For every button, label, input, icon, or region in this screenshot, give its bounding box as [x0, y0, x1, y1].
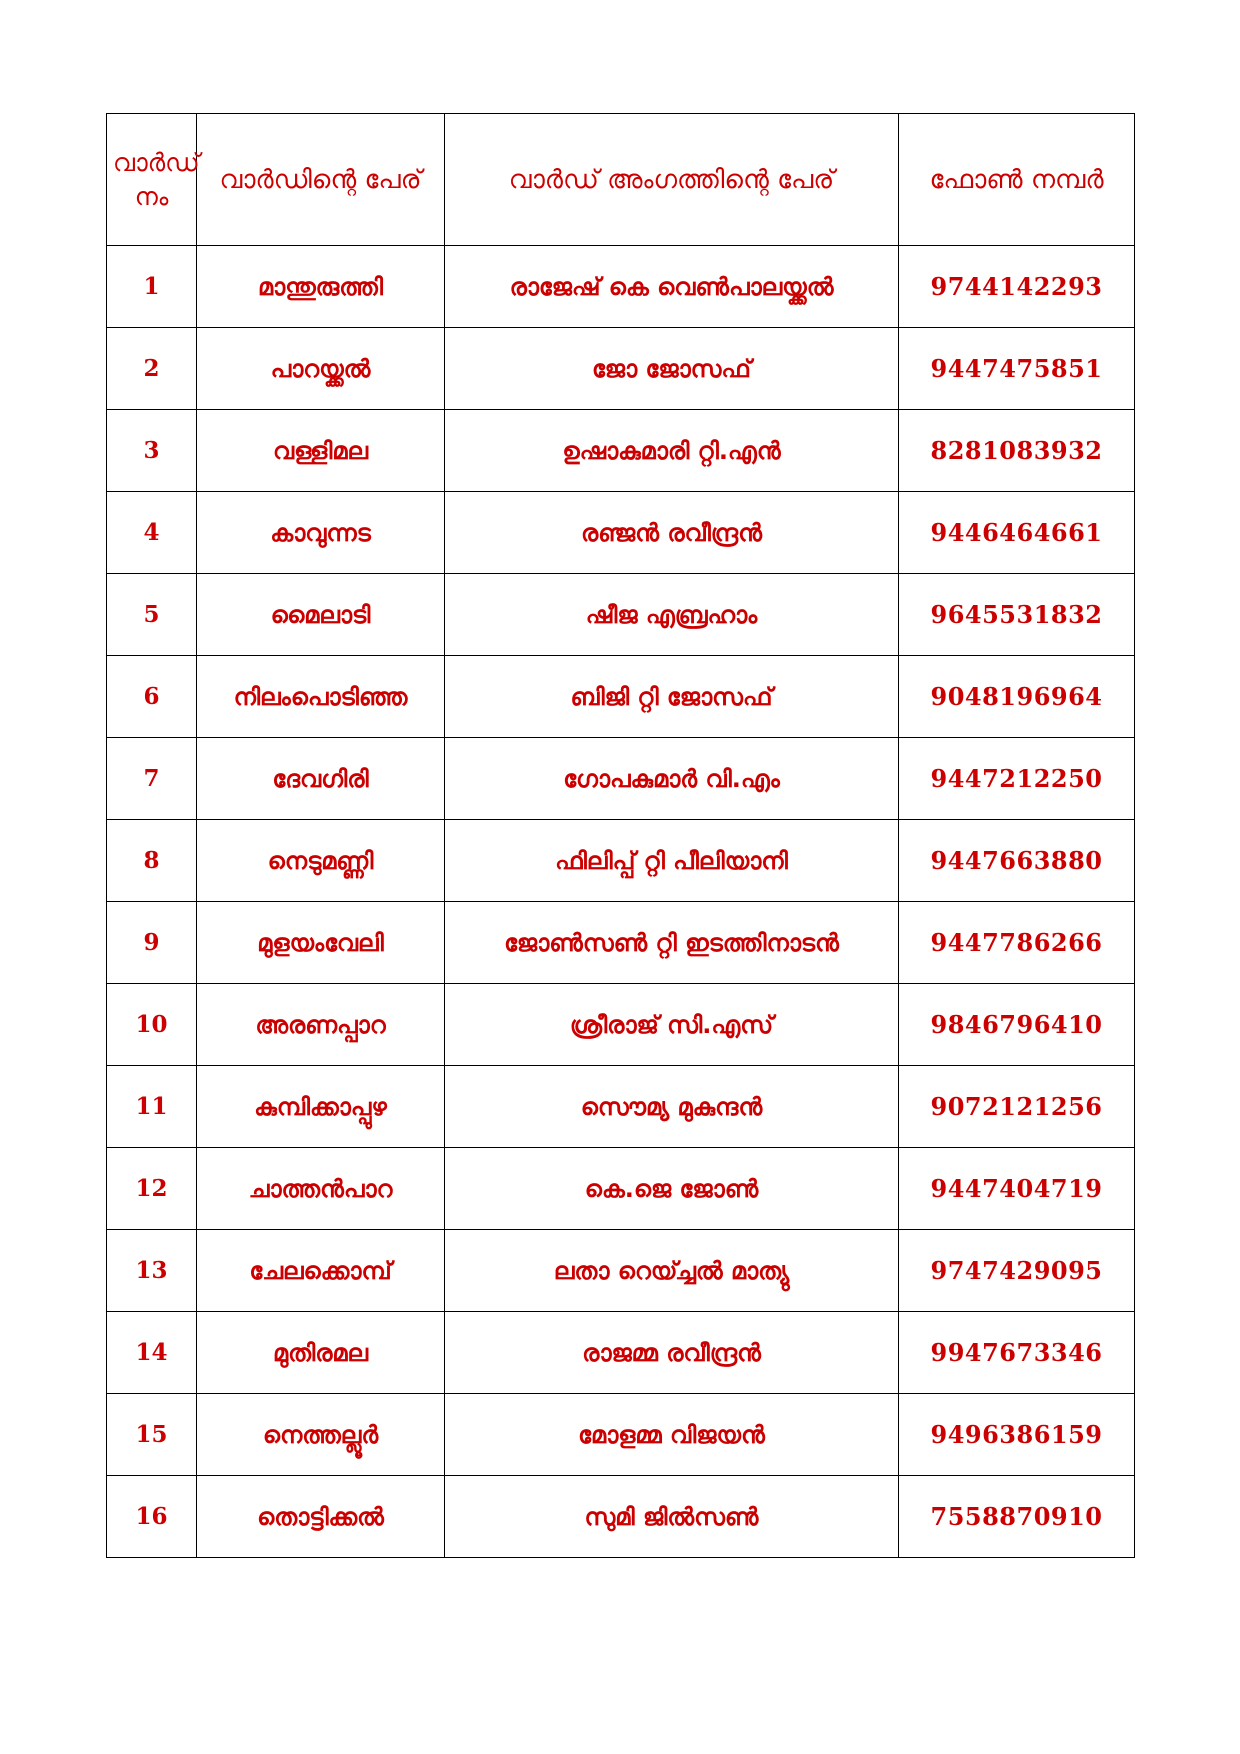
ward-number-cell: 7 — [107, 738, 197, 820]
header-phone-number: ഫോൺ നമ്പർ — [899, 114, 1135, 246]
ward-number-cell: 2 — [107, 328, 197, 410]
ward-name-cell: മൈലാടി — [197, 574, 445, 656]
member-name-cell: ജോൺസൺ റ്റി ഇടത്തിനാടൻ — [445, 902, 899, 984]
table-row — [107, 656, 1135, 738]
member-name-cell: ഉഷാകുമാരി റ്റി.എൻ — [445, 410, 899, 492]
ward-number-cell: 13 — [107, 1230, 197, 1312]
member-name-cell: സുമി ജിൽസൺ — [445, 1476, 899, 1558]
table-row — [107, 328, 1135, 410]
ward-name-cell: കുമ്പിക്കാപ്പുഴ — [197, 1066, 445, 1148]
member-name-cell: ഷീജ എബ്രഹാം — [445, 574, 899, 656]
ward-name-cell: അരണപ്പാറ — [197, 984, 445, 1066]
table-row — [107, 1148, 1135, 1230]
member-name-cell: ലതാ റെയ്ച്ചൽ മാത്യു — [445, 1230, 899, 1312]
ward-number-cell: 14 — [107, 1312, 197, 1394]
phone-number-cell: 9747429095 — [899, 1230, 1135, 1312]
ward-name-cell: വള്ളിമല — [197, 410, 445, 492]
table-row — [107, 574, 1135, 656]
ward-name-cell: തൊട്ടിക്കൽ — [197, 1476, 445, 1558]
phone-number-cell: 9447404719 — [899, 1148, 1135, 1230]
ward-name-cell: മുളയംവേലി — [197, 902, 445, 984]
ward-name-cell: ചേലക്കൊമ്പ് — [197, 1230, 445, 1312]
ward-name-cell: ദേവഗിരി — [197, 738, 445, 820]
member-name-cell: ഫിലിപ്പ് റ്റി പീലിയാനി — [445, 820, 899, 902]
ward-number-cell: 8 — [107, 820, 197, 902]
header-ward-number: വാർഡ് നം — [107, 114, 197, 246]
phone-number-cell: 9947673346 — [899, 1312, 1135, 1394]
ward-name-cell: മുതിരമല — [197, 1312, 445, 1394]
ward-name-cell: മാന്തുരുത്തി — [197, 246, 445, 328]
ward-number-cell: 1 — [107, 246, 197, 328]
table-row — [107, 410, 1135, 492]
phone-number-cell: 8281083932 — [899, 410, 1135, 492]
member-name-cell: ശ്രീരാജ് സി.എസ് — [445, 984, 899, 1066]
phone-number-cell: 9447786266 — [899, 902, 1135, 984]
table-row — [107, 1394, 1135, 1476]
ward-name-cell: നിലംപൊടിഞ്ഞ — [197, 656, 445, 738]
table-row — [107, 1312, 1135, 1394]
ward-name-cell: ചാത്തൻപാറ — [197, 1148, 445, 1230]
ward-name-cell: നെത്തല്ലൂർ — [197, 1394, 445, 1476]
member-name-cell: രാജേഷ് കെ വെൺപാലയ്ക്കൽ — [445, 246, 899, 328]
ward-number-cell: 6 — [107, 656, 197, 738]
member-name-cell: കെ.ജെ ജോൺ — [445, 1148, 899, 1230]
ward-number-cell: 5 — [107, 574, 197, 656]
member-name-cell: ജോ ജോസഫ് — [445, 328, 899, 410]
ward-number-cell: 3 — [107, 410, 197, 492]
phone-number-cell: 9645531832 — [899, 574, 1135, 656]
table-row — [107, 1476, 1135, 1558]
member-name-cell: രഞ്ജൻ രവീന്ദ്രൻ — [445, 492, 899, 574]
table-row — [107, 738, 1135, 820]
phone-number-cell: 9496386159 — [899, 1394, 1135, 1476]
ward-number-cell: 15 — [107, 1394, 197, 1476]
phone-number-cell: 9447475851 — [899, 328, 1135, 410]
table-row — [107, 492, 1135, 574]
ward-number-cell: 10 — [107, 984, 197, 1066]
table-header — [107, 114, 1135, 246]
phone-number-cell: 7558870910 — [899, 1476, 1135, 1558]
ward-name-cell: കാവുന്നട — [197, 492, 445, 574]
member-name-cell: രാജമ്മ രവീന്ദ്രൻ — [445, 1312, 899, 1394]
ward-name-cell: നെടുമണ്ണി — [197, 820, 445, 902]
phone-number-cell: 9744142293 — [899, 246, 1135, 328]
phone-number-cell: 9846796410 — [899, 984, 1135, 1066]
ward-name-cell: പാറയ്ക്കൽ — [197, 328, 445, 410]
member-name-cell: സൌമ്യ മുകുന്ദൻ — [445, 1066, 899, 1148]
phone-number-cell: 9446464661 — [899, 492, 1135, 574]
table-row — [107, 820, 1135, 902]
phone-number-cell: 9048196964 — [899, 656, 1135, 738]
member-name-cell: ഗോപകുമാർ വി.എം — [445, 738, 899, 820]
table-body — [107, 246, 1135, 1558]
ward-number-cell: 12 — [107, 1148, 197, 1230]
phone-number-cell: 9447663880 — [899, 820, 1135, 902]
table-row — [107, 984, 1135, 1066]
member-name-cell: ബിജി റ്റി ജോസഫ് — [445, 656, 899, 738]
ward-members-table — [106, 113, 1135, 1558]
phone-number-cell: 9072121256 — [899, 1066, 1135, 1148]
header-ward-name: വാർഡിന്റെ പേര് — [197, 114, 445, 246]
table-row — [107, 1066, 1135, 1148]
phone-number-cell: 9447212250 — [899, 738, 1135, 820]
ward-number-cell: 11 — [107, 1066, 197, 1148]
header-row — [107, 114, 1135, 246]
header-member-name: വാർഡ് അംഗത്തിന്റെ പേര് — [445, 114, 899, 246]
table-row — [107, 246, 1135, 328]
ward-number-cell: 4 — [107, 492, 197, 574]
ward-number-cell: 9 — [107, 902, 197, 984]
ward-number-cell: 16 — [107, 1476, 197, 1558]
table-row — [107, 902, 1135, 984]
table-row — [107, 1230, 1135, 1312]
member-name-cell: മോളമ്മ വിജയൻ — [445, 1394, 899, 1476]
